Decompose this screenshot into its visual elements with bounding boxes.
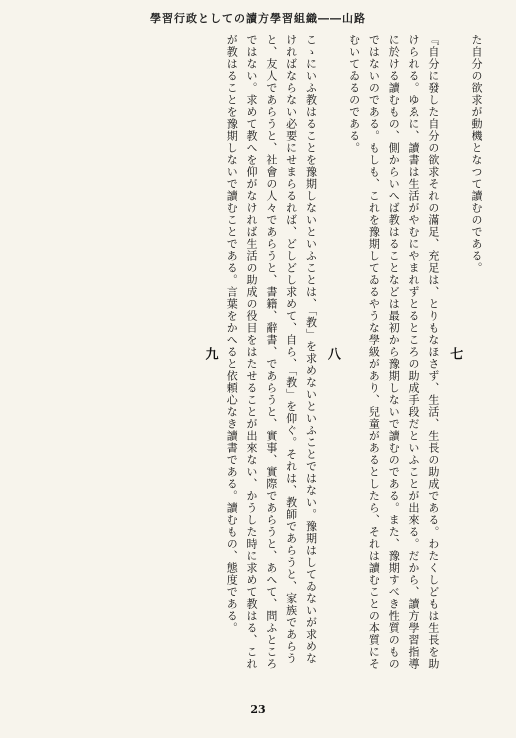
paragraph-section-7: 『自分に發した自分の欲求それの滿足、充足は、とりもなほさず、生活、生長の助成である。わたくしどもは生長を助けられる。ゆゑに、讀書は生活がやむにやまれずとるところの助成手段だといふことが出來る。だから、讀方學習指導に於ける讀むもの、側からいへば教はることなどは最初から豫期しないで讀むのである。また、豫期すべき性質のものではないのである。もしも、これを豫期してゐるやうな學級があり、兒童があるとしたら、それは讀むことの本質にそむいてゐるのである。 bbox=[347, 34, 440, 670]
paragraph-section-8: こゝにいふ教はることを豫期しないといふことは、「教」を求めないといふことではない。豫期はしてゐないが求めなければならない必要にせまらるれば、どしどし求めて、自ら、「教」を仰ぐ。それは、教師であらうと、家族であらうと、友人であらうと、社會の人々であらうと、書籍、辭書、であらうと、實事、實際であらうと、あへて、問ふところではない。求めて教へを仰がなければ生活の助成の役目をはたせることが出來ない、かうした時に求めて教はる、これが教はることを豫期しないで讀むことである。言葉をかへると依頼心なき讀書である。讀むもの、態度である。 bbox=[225, 34, 318, 670]
section-number-7: 七 bbox=[447, 347, 463, 361]
section-number-8: 八 bbox=[324, 347, 340, 361]
paragraph-continuation: た自分の欲求が動機となつて讀むのである。 bbox=[470, 34, 483, 274]
vertical-text-body bbox=[30, 34, 486, 674]
section-number-9: 九 bbox=[202, 347, 218, 361]
page-number: 23 bbox=[250, 703, 266, 716]
running-header: 學習行政としての讀方學習組織――山路 bbox=[150, 12, 366, 25]
